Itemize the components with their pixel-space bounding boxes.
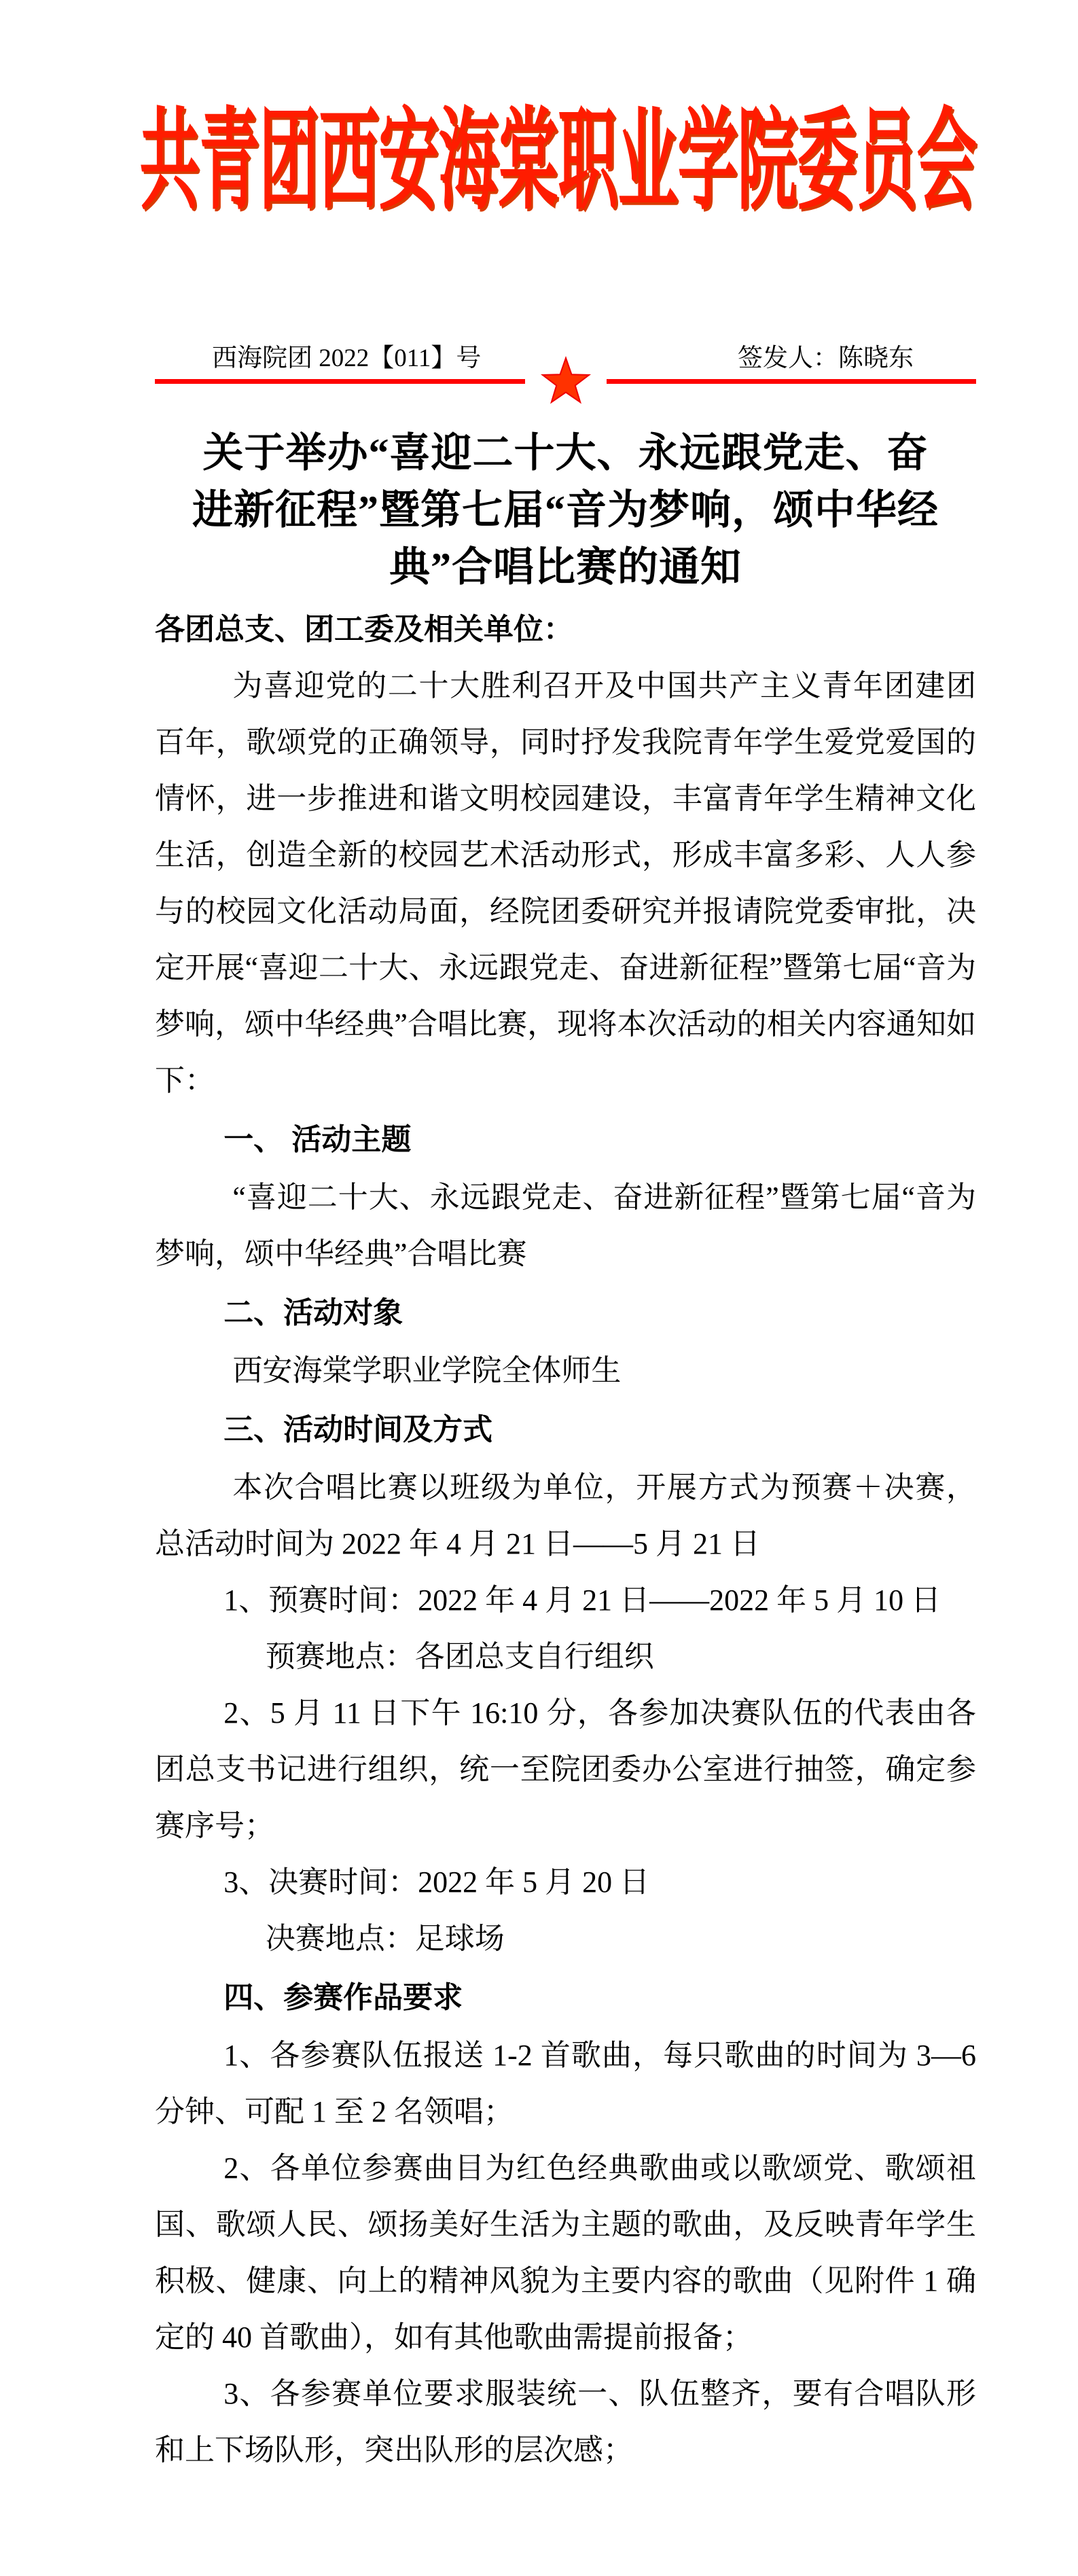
masthead (0, 0, 1078, 224)
document-title (155, 425, 976, 596)
section-heading-3: 三、活动时间及方式 (223, 1413, 493, 1446)
list-item: 2、5 月 11 日下午 16:10 分，各参加决赛队伍的代表由各团总支书记进行组织，统一至院团委办公室进行抽签，确定参赛序号； (155, 1696, 976, 1842)
paragraph: 为喜迎党的二十大胜利召开及中国共产主义青年团建团百年，歌颂党的正确领导，同时抒发我院青年学生爱党爱国的情怀，进一步推进和谐文明校园建设，丰富青年学生精神文化生活，创造全新的校园艺术活动形式，形成丰富多彩、人人参与的校园文化活动局面，经院团委研究并报请院党委审批，决定开展“喜迎二十大、永远跟党走、奋进新征程”暨第七届“音为梦响，颂中华经典”合唱比赛，现将本次活动的相关内容通知如下： (155, 669, 976, 1097)
list-item: 3、各参赛单位要求服装统一、队伍整齐，要有合唱队形和上下场队形，突出队形的层次感； (155, 2377, 976, 2467)
masthead-title: 共青团西安海棠职业学院委员会 (139, 101, 977, 224)
location-line: 预赛地点：各团总支自行组织 (265, 1640, 654, 1673)
red-divider-left-segment (155, 379, 525, 384)
paragraph: 西安海棠学职业学院全体师生 (232, 1354, 622, 1387)
red-divider-line (155, 379, 976, 384)
red-divider-right-segment (607, 379, 977, 384)
document-body (155, 601, 976, 2478)
document-title-line: 进新征程”暨第七届“音为梦响，颂中华经 (192, 488, 939, 533)
location-line: 决赛地点：足球场 (265, 1922, 505, 1955)
document-title-line: 典”合唱比赛的通知 (389, 545, 742, 590)
paragraph: “喜迎二十大、永远跟党走、奋进新征程”暨第七届“音为梦响，颂中华经典”合唱比赛 (155, 1181, 976, 1270)
document-number: 西海院团 2022【011】号 (212, 344, 482, 372)
document-content (155, 342, 976, 2478)
section-heading-1: 一、 活动主题 (223, 1123, 412, 1156)
paragraph: 本次合唱比赛以班级为单位，开展方式为预赛＋决赛，总活动时间为 2022 年 4 月 21 日——5 月 21 日 (155, 1471, 976, 1560)
salutation: 各团总支、团工委及相关单位： (155, 613, 573, 646)
list-item: 1、预赛时间：2022 年 4 月 21 日——2022 年 5 月 10 日 (223, 1584, 941, 1617)
list-item: 2、各单位参赛曲目为红色经典歌曲或以歌颂党、歌颂祖国、歌颂人民、颂扬美好生活为主题的歌曲，及反映青年学生积极、健康、向上的精神风貌为主要内容的歌曲（见附件 1 确定的 40 首歌曲），如有其他歌曲需提前报备； (155, 2151, 976, 2354)
signer: 签发人：陈晓东 (738, 344, 914, 372)
section-heading-2: 二、活动对象 (223, 1296, 403, 1329)
list-item: 1、各参赛队伍报送 1-2 首歌曲，每只歌曲的时间为 3—6 分钟、可配 1 至 2 名领唱； (155, 2039, 976, 2128)
section-heading-4: 四、参赛作品要求 (223, 1981, 463, 2014)
red-star-icon (540, 356, 592, 408)
list-item: 3、决赛时间：2022 年 5 月 20 日 (223, 1865, 650, 1899)
document-title-line: 关于举办“喜迎二十大、永远跟党走、奋 (202, 431, 929, 476)
